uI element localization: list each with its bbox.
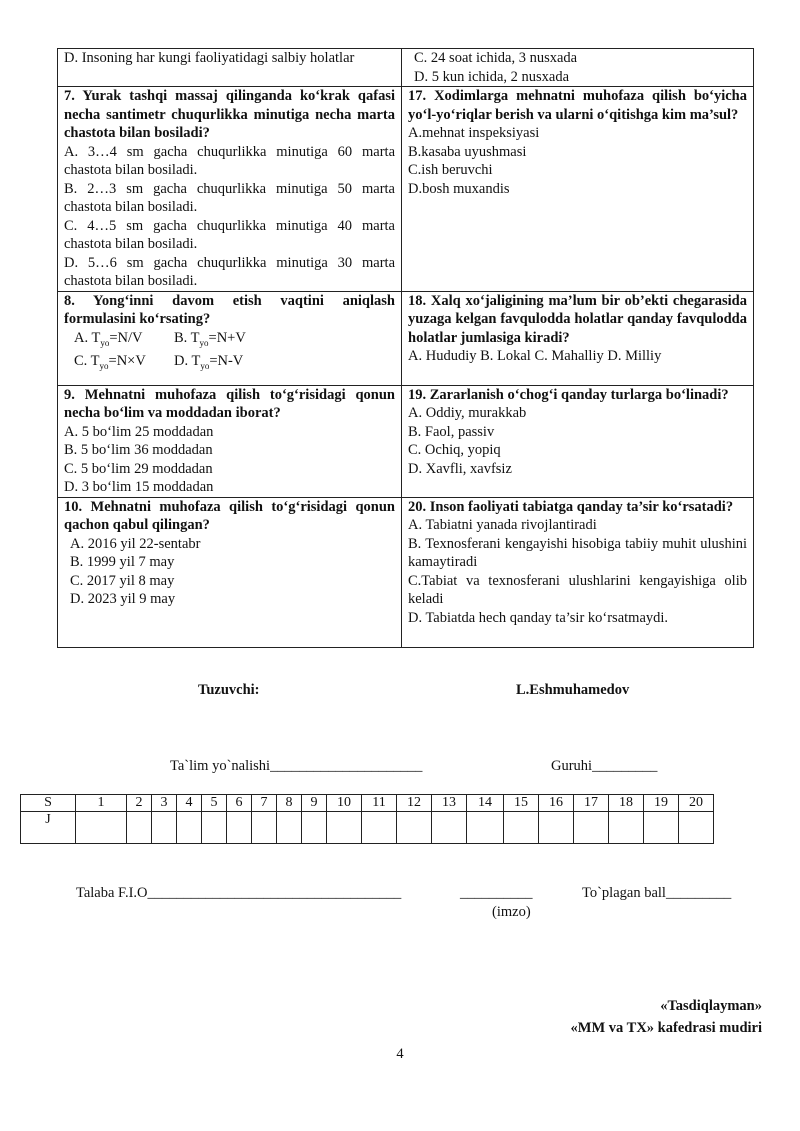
formula-line [64, 329, 395, 352]
grid-answer-cell[interactable] [76, 812, 127, 844]
grid-question-number: 19 [644, 795, 679, 812]
question-row [58, 49, 754, 87]
grid-question-number: 4 [177, 795, 202, 812]
grid-question-number: 17 [574, 795, 609, 812]
grid-answer-cell[interactable] [127, 812, 152, 844]
grid-question-number: 10 [327, 795, 362, 812]
question-text: 10. Mehnatni muhofaza qilish to‘g‘risidagi qonun qachon qabul qilingan? [64, 498, 395, 533]
grid-question-number: 15 [504, 795, 539, 812]
grid-answer-cell[interactable] [432, 812, 467, 844]
grid-answer-cell[interactable] [202, 812, 227, 844]
grid-question-number: 20 [679, 795, 714, 812]
answer-option: C.Tabiat va texnosferani ulushlarini kengayishiga olib keladi [408, 572, 747, 607]
answer-option: C. 4…5 sm gacha chuqurlikka minutiga 40 marta chastota bilan bosiladi. [64, 217, 395, 252]
grid-answer-cell[interactable] [277, 812, 302, 844]
signature-field[interactable]: __________ [460, 885, 533, 901]
grid-answer-cell[interactable] [177, 812, 202, 844]
question-text: 7. Yurak tashqi massaj qilinganda ko‘krak qafasi necha santimetr chuqurlikka minutiga necha marta chastota bilan bosiladi? [64, 88, 395, 141]
answer-option: D.bosh muxandis [408, 180, 510, 197]
question-row [58, 497, 754, 647]
left-question-cell [58, 291, 402, 385]
left-question-cell [58, 497, 402, 647]
answer-option: B. Faol, passiv [408, 423, 495, 440]
group-field[interactable]: Guruhi_________ [551, 758, 658, 774]
answer-option: C. 5 bo‘lim 29 moddadan [64, 460, 213, 477]
grid-answer-cell[interactable] [539, 812, 574, 844]
answer-option: D. 2023 yil 9 may [70, 591, 176, 607]
answer-option: D. Tabiatda hech qanday ta’sir ko‘rsatmaydi. [408, 609, 669, 626]
answer-option: B. Texnosferani kengayishi hisobiga tabiiy muhit ulushini kamaytiradi [408, 535, 747, 570]
answer-option: D. Xavfli, xavfsiz [408, 460, 512, 477]
signature-caption: (imzo) [492, 904, 531, 920]
page-number: 4 [396, 1046, 404, 1062]
answer-option: B. 5 bo‘lim 36 moddadan [64, 442, 213, 458]
grid-question-number: 13 [432, 795, 467, 812]
right-question-cell [402, 385, 754, 497]
grid-answer-cell[interactable] [397, 812, 432, 844]
left-question-cell [58, 49, 402, 87]
grid-answer-cell[interactable] [252, 812, 277, 844]
grid-answer-cell[interactable] [644, 812, 679, 844]
formula-option: D. $T_{yo}=N-V$ [174, 352, 244, 371]
answer-option: C. 24 soat ichida, 3 nusxada [414, 50, 578, 66]
answer-option: B.kasaba uyushmasi [408, 143, 527, 160]
approve-label: «Tasdiqlayman» [660, 998, 762, 1014]
answer-option: A. Tabiatni yanada rivojlantiradi [408, 517, 597, 533]
left-question-cell [58, 385, 402, 497]
grid-answer-cell[interactable] [327, 812, 362, 844]
grid-question-number: 14 [467, 795, 504, 812]
answer-option: D. 5…6 sm gacha chuqurlikka minutiga 30 marta chastota bilan bosiladi. [64, 254, 395, 289]
right-question-cell [402, 49, 754, 87]
grid-question-number: 2 [127, 795, 152, 812]
answer-option: C.ish beruvchi [408, 162, 493, 178]
grid-answer-cell[interactable] [679, 812, 714, 844]
answer-option: B. 2…3 sm gacha chuqurlikka minutiga 50 marta chastota bilan bosiladi. [64, 180, 395, 215]
grid-answer-cell[interactable] [504, 812, 539, 844]
grid-answer-cell[interactable] [152, 812, 177, 844]
grid-question-number: 8 [277, 795, 302, 812]
answer-option: C. Ochiq, yopiq [408, 442, 501, 458]
question-row [58, 87, 754, 292]
department-label: «MM va TX» kafedrasi mudiri [570, 1020, 762, 1036]
answer-grid [20, 794, 714, 844]
question-text: 9. Mehnatni muhofaza qilish to‘g‘risidagi qonun necha bo‘lim va moddadan iborat? [64, 386, 395, 421]
answer-option: A. 5 bo‘lim 25 moddadan [64, 423, 214, 440]
formula-option: B. $T_{yo}=N+V$ [174, 329, 246, 348]
answer-option: D. Insoning har kungi faoliyatidagi salbiy holatlar [64, 50, 355, 66]
answer-option: B. 1999 yil 7 may [70, 554, 175, 570]
question-row [58, 385, 754, 497]
grid-question-number: 5 [202, 795, 227, 812]
questions-table [57, 48, 754, 648]
answer-option: A. 2016 yil 22-sentabr [70, 535, 201, 552]
grid-question-number: 11 [362, 795, 397, 812]
answer-option: D. 3 bo‘lim 15 moddadan [64, 479, 214, 495]
grid-question-number: 18 [609, 795, 644, 812]
question-text: 8. Yong‘inni davom etish vaqtini aniqlash formulasini ko‘rsating? [64, 292, 395, 327]
formula-option: C. $T_{yo}=N\times V$ [74, 352, 146, 371]
grid-question-number: 6 [227, 795, 252, 812]
grid-row-label-s: S [21, 795, 76, 812]
answer-option: D. 5 kun ichida, 2 nusxada [414, 68, 570, 85]
composer-name: L.Eshmuhamedov [516, 682, 630, 698]
answer-option: A. Hududiy B. Lokal C. Mahalliy D. Milliy [408, 348, 662, 364]
question-text: 18. Xalq xo‘jaligining ma’lum bir ob’ekti chegarasida yuzaga kelgan favqulodda holatlar qanday favqulodda holatlar jumlasiga kiradi? [408, 292, 747, 346]
question-row [58, 291, 754, 385]
right-question-cell [402, 291, 754, 385]
grid-answer-cell[interactable] [467, 812, 504, 844]
student-name-field[interactable]: Talaba F.I.O___________________________________ [76, 885, 402, 901]
right-question-cell [402, 497, 754, 647]
grid-answer-cell[interactable] [609, 812, 644, 844]
grid-question-number: 1 [76, 795, 127, 812]
answer-option: A.mehnat inspeksiyasi [408, 125, 540, 141]
grid-question-number: 9 [302, 795, 327, 812]
question-text: 20. Inson faoliyati tabiatga qanday ta’sir ko‘rsatadi? [408, 498, 734, 515]
grid-question-number: 3 [152, 795, 177, 812]
grid-answer-cell[interactable] [574, 812, 609, 844]
question-text: 19. Zararlanish o‘chog‘i qanday turlarga bo‘linadi? [408, 386, 729, 403]
answer-option: A. Oddiy, murakkab [408, 405, 527, 421]
right-question-cell [402, 87, 754, 292]
formula-line [64, 352, 395, 375]
formula-option: A. $T_{yo}=N/V$ [74, 329, 143, 348]
grid-question-number: 12 [397, 795, 432, 812]
grid-question-number: 7 [252, 795, 277, 812]
direction-field[interactable]: Ta`lim yo`nalishi_____________________ [170, 758, 423, 774]
answer-option: C. 2017 yil 8 may [70, 572, 175, 589]
grid-answer-cell[interactable] [362, 812, 397, 844]
composer-label: Tuzuvchi: [198, 682, 260, 698]
grid-question-number: 16 [539, 795, 574, 812]
grid-row-label-j: J [21, 812, 76, 844]
grid-answer-cell[interactable] [227, 812, 252, 844]
left-question-cell [58, 87, 402, 292]
answer-option: A. 3…4 sm gacha chuqurlikka minutiga 60 marta chastota bilan bosiladi. [64, 143, 395, 178]
question-text: 17. Xodimlarga mehnatni muhofaza qilish bo‘yicha yo‘l-yo‘riqlar berish va ularni o‘qitishga kim ma’sul? [408, 88, 747, 123]
score-field[interactable]: To`plagan ball_________ [582, 885, 732, 901]
grid-answer-cell[interactable] [302, 812, 327, 844]
